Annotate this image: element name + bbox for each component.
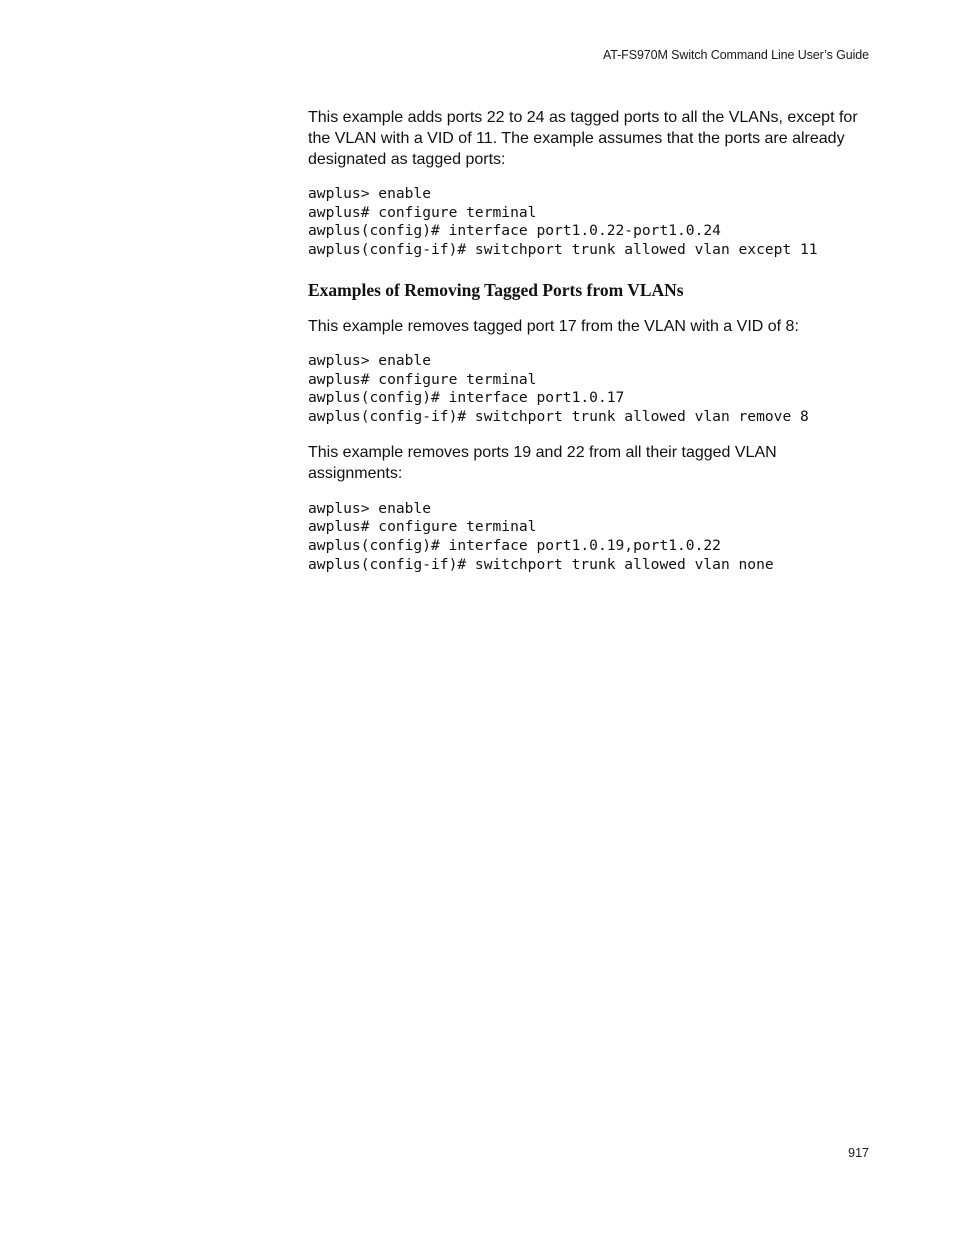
code-line: awplus(config-if)# switchport trunk allowed vlan remove 8: [308, 407, 809, 425]
code-line: awplus> enable: [308, 499, 432, 517]
code-line: awplus> enable: [308, 185, 432, 202]
code-line: awplus> enable: [308, 351, 432, 369]
running-header: AT-FS970M Switch Command Line User’s Guide: [602, 48, 869, 62]
example-remove-intro: This example removes tagged port 17 from the VLAN with a VID of 8:: [308, 317, 799, 335]
code-line: awplus# configure terminal: [308, 203, 537, 221]
page-number: 917: [848, 1146, 869, 1160]
code-line: awplus(config)# interface port1.0.17: [308, 389, 625, 407]
page-content: [308, 107, 874, 574]
code-line: awplus(config-if)# switchport trunk allowed vlan except 11: [308, 241, 818, 259]
code-block-none: [308, 500, 874, 575]
code-line: awplus(config)# interface port1.0.22-port1.0.24: [308, 222, 721, 240]
example-none-intro: This example removes ports 19 and 22 from all their tagged VLAN assignments:: [308, 443, 777, 482]
code-line: awplus# configure terminal: [308, 518, 537, 536]
section-heading: Examples of Removing Tagged Ports from VLANs: [308, 279, 684, 300]
code-line: awplus(config-if)# switchport trunk allowed vlan none: [308, 555, 774, 573]
code-block-except: [308, 185, 874, 260]
code-line: awplus(config)# interface port1.0.19,port1.0.22: [308, 537, 721, 555]
code-line: awplus# configure terminal: [308, 370, 537, 388]
code-block-remove: [308, 352, 874, 427]
example-except-intro: This example adds ports 22 to 24 as tagged ports to all the VLANs, except for the VLAN with a VID of 11. The example assumes that the ports are already designated as tagged ports:: [308, 109, 858, 168]
